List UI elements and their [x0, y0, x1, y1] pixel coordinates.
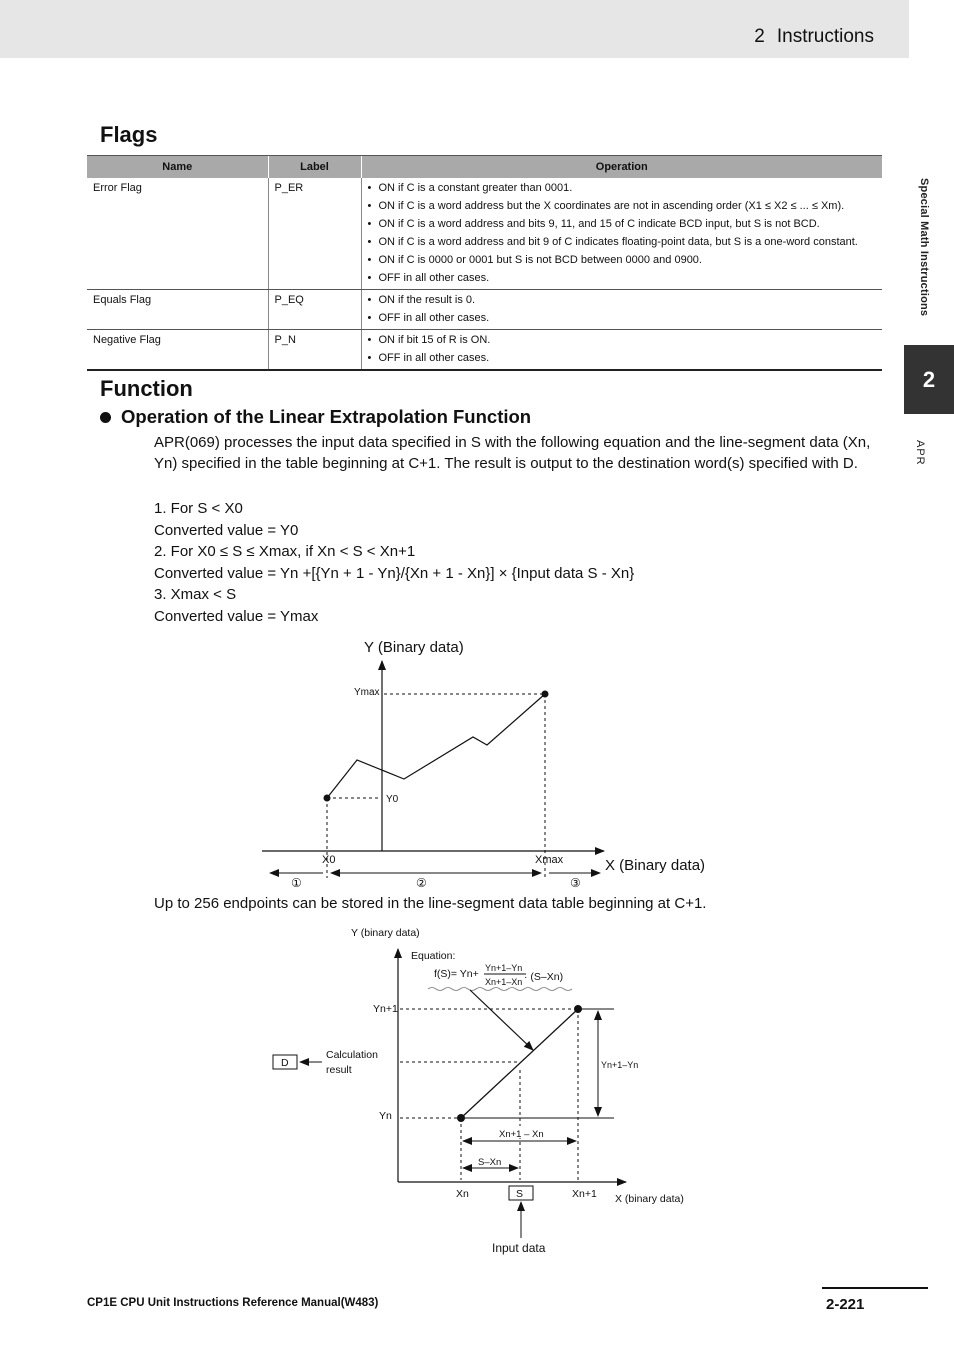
calc-result-label-2: result — [326, 1064, 352, 1076]
side-tab-section: Special Math Instructions — [918, 178, 930, 317]
col-header-operation: Operation — [361, 156, 882, 179]
start-point — [324, 795, 331, 802]
equation-line: Converted value = Ymax — [154, 607, 319, 625]
yn-label: Yn — [379, 1110, 392, 1122]
col-header-label: Label — [268, 156, 361, 179]
operation-item: • ON if C is a word address and bits 9, 11, and 15 of C indicate BCD input, but S is not BCD. — [368, 218, 877, 231]
operation-item: • ON if C is a word address but the X coordinates are not in ascending order (X1 ≤ X2 ≤ ... ≤ Xm). — [368, 200, 877, 213]
point-n — [457, 1114, 465, 1122]
sx-label: S–Xn — [478, 1157, 502, 1168]
subheading-text: Operation of the Linear Extrapolation Function — [121, 406, 532, 427]
chapter-title: Instructions — [776, 26, 874, 47]
flag-label: P_N — [268, 330, 361, 371]
flag-label: P_EQ — [268, 290, 361, 330]
operation-item: • ON if the result is 0. — [368, 294, 877, 307]
function-heading: Function — [100, 376, 193, 401]
operation-item: • OFF in all other cases. — [368, 272, 877, 285]
operation-item: • ON if C is 0000 or 0001 but S is not BCD between 0000 and 0900. — [368, 254, 877, 267]
function-paragraph: APR(069) processes the input data specified in S with the following equation and the line-segment data (Xn, Yn) specified in the table beginning at C+1. The result is output to the destination word(s) specified with D. — [154, 434, 871, 472]
d-box-label: D — [281, 1057, 289, 1069]
s-box-label: S — [516, 1188, 524, 1200]
chapter-number: 2 — [754, 26, 765, 47]
x-axis-label-2: X (binary data) — [615, 1193, 684, 1205]
xn1-label: Xn+1 — [572, 1188, 597, 1200]
flag-name: Negative Flag — [87, 330, 268, 371]
region-1-label: ① — [291, 876, 302, 890]
yn1-label: Yn+1 — [373, 1003, 398, 1015]
operation-item: • ON if C is a constant greater than 0001. — [368, 182, 877, 195]
operation-item: • ON if C is a word address and bit 9 of C indicates floating-point data, but S is a one-word constant. — [368, 236, 877, 249]
region-2-label: ② — [416, 876, 427, 890]
y-axis-label-2: Y (binary data) — [351, 927, 420, 939]
end-point — [542, 691, 549, 698]
region-3-label: ③ — [570, 876, 581, 890]
flag-name: Equals Flag — [87, 290, 268, 330]
equation-line: 3. Xmax < S — [154, 586, 237, 603]
x-axis-label: X (Binary data) — [605, 857, 706, 874]
equation-rhs: · (S–Xn) — [524, 971, 564, 983]
page-number: 2-221 — [826, 1296, 865, 1313]
endpoints-caption: Up to 256 endpoints can be stored in the line-segment data table beginning at C+1. — [154, 895, 707, 912]
input-data-label: Input data — [492, 1241, 546, 1255]
footer-rule — [822, 1287, 928, 1289]
equation-line: Converted value = Yn +[{Yn + 1 - Yn}/{Xn + 1 - Xn}] × {Input data S - Xn} — [154, 564, 635, 582]
col-header-name: Name — [87, 156, 268, 179]
xn-label: Xn — [456, 1188, 469, 1200]
x0-label: X0 — [322, 854, 336, 866]
flags-heading: Flags — [100, 122, 158, 147]
equation-label: Equation: — [411, 950, 456, 962]
flag-name: Error Flag — [87, 178, 268, 290]
dy-label: Yn+1–Yn — [601, 1060, 639, 1070]
side-tab-number: 2 — [904, 345, 954, 414]
equation-line: 2. For X0 ≤ S ≤ Xmax, if Xn < S < Xn+1 — [154, 543, 416, 560]
operation-item: • ON if bit 15 of R is ON. — [368, 334, 877, 347]
ymax-label: Ymax — [354, 687, 380, 698]
dx-label: Xn+1 – Xn — [499, 1129, 544, 1140]
equation-pointer — [470, 990, 533, 1050]
line-segment-curve — [327, 694, 545, 798]
point-n1 — [574, 1005, 582, 1013]
side-tab-instruction: APR — [914, 440, 926, 466]
operation-item: • OFF in all other cases. — [368, 352, 877, 365]
equation-line: Converted value = Y0 — [154, 521, 299, 539]
xmax-label: Xmax — [535, 854, 564, 866]
y-axis-label: Y (Binary data) — [364, 639, 464, 656]
operation-item: • OFF in all other cases. — [368, 312, 877, 325]
flag-label: P_ER — [268, 178, 361, 290]
equation-wavy-underline — [428, 988, 572, 991]
equation-numerator: Yn+1–Yn — [485, 963, 523, 973]
equation-denominator: Xn+1–Xn — [485, 977, 523, 987]
calc-result-label-1: Calculation — [326, 1049, 378, 1061]
y0-label: Y0 — [386, 794, 399, 805]
equation-lhs: f(S)= Yn+ — [434, 968, 479, 980]
footer-manual-title: CP1E CPU Unit Instructions Reference Manual(W483) — [87, 1297, 379, 1309]
equation-line: 1. For S < X0 — [154, 500, 243, 517]
